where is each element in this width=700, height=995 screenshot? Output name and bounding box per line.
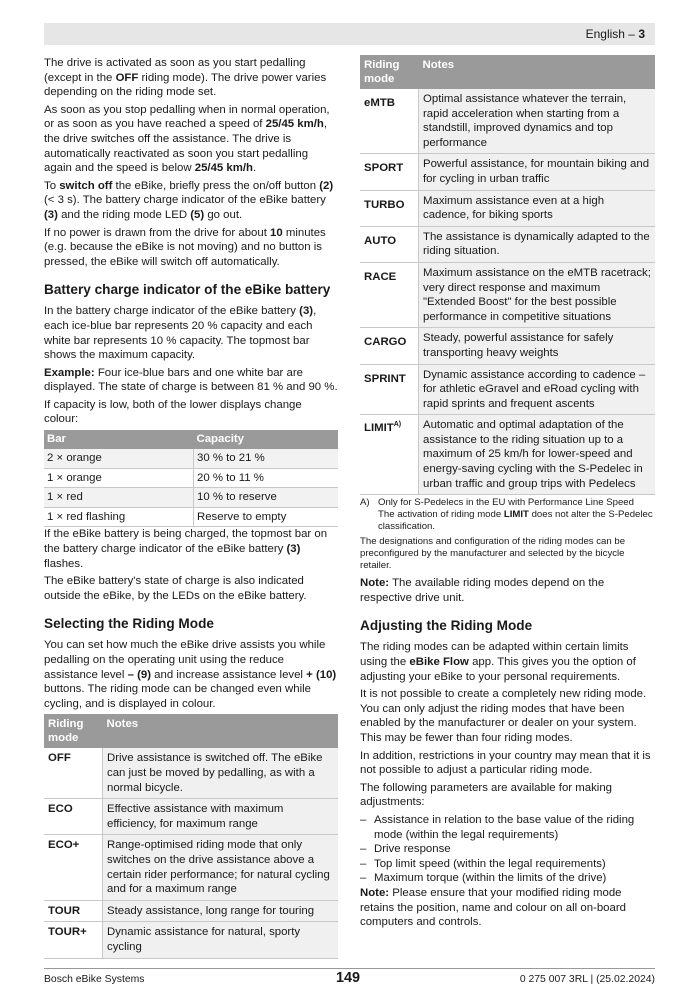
battery-indicator-paragraph: In the battery charge indicator of the eBike battery (3), each ice-blue bar represents 20 % capacity and each white bar represents 10 % capacity. The topmost bar shows the maximum capacity. [44, 305, 317, 362]
table-row [44, 922, 338, 958]
table-row [44, 748, 338, 798]
footnote-label: A) [360, 497, 370, 509]
column-header-capacity: Capacity [194, 430, 339, 449]
table-row [44, 468, 338, 488]
retain-position-note: Note: Please ensure that your modified riding mode retains the position, name and colour on all on-board computers and controls. [360, 886, 626, 929]
page-header [44, 23, 655, 45]
table-row [44, 488, 338, 508]
parameter-list [360, 813, 655, 886]
adjusting-paragraph-2: It is not possible to create a completely new riding mode. You can only adjust the riding modes that have been enabled by the manufacturer or dealer on your system. This may be fewer than four riding modes. [360, 688, 647, 744]
footer-publisher: Bosch eBike Systems [44, 974, 145, 985]
notes-cell: Powerful assistance, for mountain biking and for cycling in urban traffic [419, 154, 656, 190]
mode-cell: RACE [360, 262, 419, 327]
notes-cell: Dynamic assistance for natural, sporty cycling [103, 922, 339, 958]
left-column [44, 56, 338, 959]
table-row [360, 226, 655, 262]
table-row [360, 154, 655, 190]
notes-cell: Effective assistance with maximum efficiency, for maximum range [103, 799, 339, 835]
mode-cell: OFF [44, 748, 103, 798]
mode-cell: $LIMIT^{A)}$ [360, 415, 419, 495]
bar-cell: 1 × orange [44, 468, 194, 488]
riding-mode-table [44, 714, 338, 958]
low-capacity-paragraph: If capacity is low, both of the lower displays change colour: [44, 398, 302, 426]
capacity-cell: 30 % to 21 % [194, 449, 339, 468]
riding-mode-table-header [44, 714, 338, 748]
mode-cell: SPORT [360, 154, 419, 190]
bar-cell: 1 × red flashing [44, 507, 194, 527]
table-row [360, 328, 655, 364]
notes-cell: Drive assistance is switched off. The eBike can just be moved by pedalling, as with a normal bicycle. [103, 748, 339, 798]
table-row [360, 415, 655, 495]
notes-cell: Optimal assistance whatever the terrain, rapid acceleration when starting from a standstill, improved dynamics and top performance [419, 89, 656, 154]
mode-cell: ECO+ [44, 835, 103, 900]
capacity-cell: 10 % to reserve [194, 488, 339, 508]
switch-off-paragraph: To switch off the eBike, briefly press the on/off button (2) (< 3 s). The battery charge indicator of the eBike battery (3) and the riding mode LED (5) go out. [44, 179, 334, 221]
list-item: – Drive response [360, 842, 655, 857]
table-row [360, 262, 655, 327]
notes-cell: Maximum assistance on the eMTB racetrack; very direct response and maximum "Extended Boost" for the best possible performance in competitive situations [419, 262, 656, 327]
column-header-riding-mode: Riding mode [360, 55, 419, 89]
mode-cell: ECO [44, 799, 103, 835]
table-row [360, 190, 655, 226]
footnote-line-1: Only for S-Pedelecs in the EU with Performance Line Speed [378, 497, 634, 509]
footnote-line-2: The activation of riding mode LIMIT does not alter the S-Pedelec classification. [378, 509, 653, 533]
mode-cell: eMTB [360, 89, 419, 154]
capacity-cell: Reserve to empty [194, 507, 339, 527]
riding-mode-table-header [360, 55, 655, 89]
adjusting-paragraph-4: The following parameters are available for making adjustments: [360, 781, 612, 809]
assistance-switch-off-paragraph: As soon as you stop pedalling when in normal operation, or as soon as you have reached a speed of 25/45 km/h, the drive switches off the assistance. The drive is automatically reactivated as soon you start pedalling again and the speed is below 25/45 km/h. [44, 103, 330, 175]
adjusting-paragraph-1: The riding modes can be adapted within certain limits using the eBike Flow app. This gives you the option of adjusting your eBike to your personal requirements. [360, 641, 636, 683]
footer-page-number: 149 [336, 970, 361, 986]
mode-cell: CARGO [360, 328, 419, 364]
header-separator: – [624, 27, 639, 41]
list-item: – Maximum torque (within the limits of the drive) [360, 871, 655, 886]
battery-indicator-heading: Battery charge indicator of the eBike battery [44, 282, 331, 298]
charging-paragraph: If the eBike battery is being charged, the topmost bar on the battery charge indicator of the eBike battery (3) flashes. [44, 528, 328, 570]
table-footnote [360, 497, 655, 533]
table-row [360, 89, 655, 154]
right-column [360, 55, 655, 933]
capacity-table [44, 430, 338, 527]
mode-cell: AUTO [360, 226, 419, 262]
table-row [44, 449, 338, 468]
header-page-number: 3 [638, 27, 645, 41]
table-row [44, 799, 338, 835]
page-footer [44, 968, 655, 991]
bar-cell: 1 × red [44, 488, 194, 508]
notes-cell: Steady, powerful assistance for safely transporting heavy weights [419, 328, 656, 364]
notes-cell: Maximum assistance even at a high cadence, for biking sports [419, 190, 656, 226]
column-header-notes: Notes [419, 55, 656, 89]
capacity-cell: 20 % to 11 % [194, 468, 339, 488]
column-header-notes: Notes [103, 714, 339, 748]
notes-cell: Automatic and optimal adaptation of the assistance to the riding situation up to a maximum of 25 km/h for lower-speed and energy-saving cycling with the S-Pedelec in urban traffic and group trips with Pedelecs [419, 415, 656, 495]
capacity-table-header [44, 430, 338, 449]
mode-cell: TOUR [44, 900, 103, 922]
available-modes-note: Note: The available riding modes depend on the respective drive unit. [360, 577, 605, 604]
table-row [44, 835, 338, 900]
list-item: – Top limit speed (within the legal requirements) [360, 857, 655, 872]
column-header-riding-mode: Riding mode [44, 714, 103, 748]
notes-cell: The assistance is dynamically adapted to the riding situation. [419, 226, 656, 262]
table-row [360, 364, 655, 415]
riding-mode-table-continued [360, 55, 655, 495]
selecting-mode-paragraph: You can set how much the eBike drive assists you while pedalling on the operating unit using the reduce assistance level – (9) and increase assistance level + (10) buttons. The riding mode can be changed even while cycling, and is displayed in colour. [44, 639, 337, 710]
footer-document-id: 0 275 007 3RL | (25.02.2024) [519, 974, 655, 985]
selecting-mode-heading: Selecting the Riding Mode [44, 616, 214, 632]
adjusting-paragraph-3: In addition, restrictions in your country may mean that it is not possible to adjust a particular riding mode. [360, 749, 651, 777]
battery-led-paragraph: The eBike battery's state of charge is also indicated outside the eBike, by the LEDs on the eBike battery. [44, 575, 307, 602]
notes-cell: Range-optimised riding mode that only switches on the drive assistance above a certain rider performance; for natural cycling and for a maximum range [103, 835, 339, 900]
mode-cell: SPRINT [360, 364, 419, 415]
table-row [44, 507, 338, 527]
notes-cell: Steady assistance, long range for touring [103, 900, 339, 922]
notes-cell: Dynamic assistance according to cadence – for athletic eGravel and eRoad cycling with rapid sprints and frequent ascents [419, 364, 656, 415]
example-paragraph: Example: Four ice-blue bars and one white bar are displayed. The state of charge is between 81 % and 90 %. [44, 366, 338, 394]
mode-cell: TOUR+ [44, 922, 103, 958]
adjusting-mode-heading: Adjusting the Riding Mode [360, 618, 533, 634]
drive-activation-paragraph: The drive is activated as soon as you start pedalling (except in the OFF riding mode). The drive power varies depending on the riding mode set. [44, 57, 327, 99]
table-row [44, 900, 338, 922]
list-item: – Assistance in relation to the base value of the riding mode (within the legal requirements) [360, 813, 655, 842]
bar-cell: 2 × orange [44, 449, 194, 468]
header-language: English [585, 27, 625, 41]
column-header-bar: Bar [44, 430, 194, 449]
mode-cell: TURBO [360, 190, 419, 226]
designations-note: The designations and configuration of the riding modes can be preconfigured by the manufacturer and selected by the bicycle retailer. [360, 536, 626, 572]
auto-off-paragraph: If no power is drawn from the drive for about 10 minutes (e.g. because the eBike is not moving) and no button is pressed, the eBike will switch off automatically. [44, 226, 326, 268]
